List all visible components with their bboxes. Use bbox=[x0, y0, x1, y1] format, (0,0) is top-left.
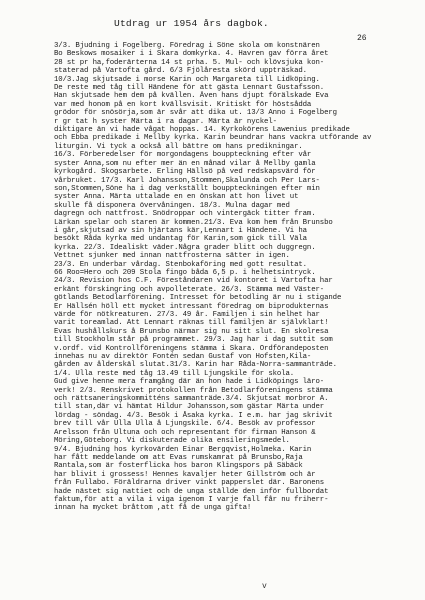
diary-line: Bo Beskows mosaiker i i Skara domkyrka. 4. Havren gav förra året bbox=[54, 50, 329, 59]
diary-line: skulle få disponera övervåningen. 18/3. Mulna dagar med bbox=[54, 201, 290, 210]
document-heading: Utdrag ur 1954 års dagbok. bbox=[114, 18, 269, 29]
diary-line: 28 st pr ha,foderärterna 14 st prha. 5. Mul- och klövsjuka kon- bbox=[54, 58, 325, 67]
diary-line: 66 Roo=Hero och 209 Stola fingo båda 6,5 p. i helhetsintryck. bbox=[54, 268, 316, 277]
diary-line: Rantala,som är fosterflicka hos baron Klingspors på Säbäck bbox=[54, 462, 303, 471]
diary-line: 16/3. Förberedelser för morgondagens bouppteckning efter vår bbox=[54, 151, 312, 160]
diary-line: v.ordf. vid Kontrollföreningens stämma i Skara. Ordförandeposten bbox=[54, 344, 329, 353]
diary-line: verk! 2/3. Renskrivet protokollen från Betodlarföreningens stämma bbox=[54, 386, 333, 395]
diary-line: kyrka. 22/3. Idealiskt väder.Några grader blitt och duggregn. bbox=[54, 243, 316, 252]
diary-line: 3/3. Bjudning i Fogelberg. Föredrag i Söne skola om konstnären bbox=[54, 42, 320, 50]
diary-line: 10/3.Jag skjutsade i morse Karin och Margareta till Lidköping. bbox=[54, 75, 320, 84]
diary-line: och rättsaneringskommitténs sammanträde.3/4. Skjutsat morbror A. bbox=[54, 395, 329, 404]
diary-line: liturgin. Vi tyck a också all bättre om hans predikningar. bbox=[54, 142, 303, 151]
diary-line: staterad på Vartofta gård. 6/3 Fjölåresta skörd uppträskad. bbox=[54, 67, 307, 76]
diary-line: 24/3. Revision hos C.F. Föreståndaren vid kontoret i Vartofta har bbox=[54, 277, 333, 286]
diary-line: har blivit i grossess! Hennes kavaljer heter Gillström och är bbox=[54, 470, 316, 479]
diary-line: grödor för snösörja,som är svår att dika ut. 13/3 Anno i Fogelberg bbox=[54, 109, 337, 118]
diary-line: Vettnet sjunker med innan nattfrosterna sätter in igen. bbox=[54, 252, 290, 261]
diary-line: 9/4. Bjudning hos kyrkovärden Einar Bergqvist,Holmeka. Karin bbox=[54, 445, 312, 454]
diary-line: gården av ålderskäl slutat.31/3. Karin har Råda-Norra-sammanträde. bbox=[54, 361, 337, 370]
diary-body-text bbox=[54, 42, 400, 513]
diary-line: Möring,Göteborg. Vi diskuterade olika ensileringsmedel. bbox=[54, 437, 290, 446]
diary-line: son,Stommen,Söne ha i dag verkställt bouppteckningen efter min bbox=[54, 184, 320, 193]
diary-line: besökt Råda kyrka med undantag för Karin,som gick till Väla bbox=[54, 235, 307, 244]
diary-line: varit toreamlad. Att Lennart räknas till familjen är självklart! bbox=[54, 319, 329, 328]
diary-line: Gud give henne mera framgång där än hon hade i Lidköpings läro- bbox=[54, 378, 325, 387]
diary-line: har fått meddelande om att Evas rumskamrat på Brunsbo,Raja bbox=[54, 453, 303, 462]
diary-line: till stan,där vi hämtat Hildur Johansson,som gästar Märta under bbox=[54, 403, 325, 412]
diary-line: brev till vår Ulla Ulla å Ljungskile. 6/4. Besök av professor bbox=[54, 420, 316, 429]
diary-line: De reste med tåg till Händene för att gästa Lennart Gustafsson. bbox=[54, 84, 325, 93]
diary-line: lördag - söndag. 4/3. Besök i Åsaka kyrka. I e.m. har jag skrivit bbox=[54, 411, 333, 420]
diary-line: 23/3. En underbar vårdag. Stenbokaföring med gott resultat. bbox=[54, 260, 307, 269]
diary-line: värde för nötkreaturen. 27/3. 49 år. Familjen i sin helhet har bbox=[54, 311, 320, 319]
diary-line: erkänt förskingring och avpolleterate. 26/3. Stämma med Väster- bbox=[54, 285, 325, 294]
diary-line: Er Hällsén höll ett mycket intressant föredrag om biprodukternas bbox=[54, 302, 329, 311]
diary-line: Evas hushållskurs å Brunsbo närmar sig nu sitt slut. En skolresa bbox=[54, 327, 329, 336]
diary-line: Arelsson från Ultuna och och representant för firman Hanson & bbox=[54, 428, 316, 437]
diary-line: till Stockholm står på programmet. 29/3. Jag har i dag suttit som bbox=[54, 336, 333, 345]
diary-line: innehas nu av direktör Fontén sedan Gustaf von Hofsten,Kila- bbox=[54, 353, 312, 362]
diary-line: hade nästet sig nattiet och de unga ställde den inför fullbordat bbox=[54, 487, 329, 496]
diary-line: 1/4. Ulla reste med tåg 13.49 till Ljungskile för skola. bbox=[54, 369, 295, 378]
diary-line: götlands Betodlarförening. Intresset för betodling är nu i stigande bbox=[54, 294, 342, 303]
diary-line: dagregn och nattfrost. Snödroppar och vintergäck titter fram. bbox=[54, 210, 316, 219]
diary-line: r gr tat h syster Märta i ra dagar. Märta är nyckel- bbox=[54, 117, 277, 126]
footer-mark: v bbox=[262, 582, 267, 591]
diary-line: Lärkan spelar och staren är kommen.21/3. Eva kom hem från Brunsbo bbox=[54, 218, 333, 227]
diary-line: och Ebba predikade i Mellby kyrka. Karin beundrar hans vackra utförande av bbox=[54, 134, 372, 143]
diary-line: syster Anna. Märta uttalade en en önskan att hon livet ut bbox=[54, 193, 299, 202]
diary-line: från Fullabo. Föräldrarna driver vinkt papperslet där. Baronens bbox=[54, 479, 325, 488]
diary-line: innan ha mycket bråttom ,att få de unga gifta! bbox=[54, 504, 252, 513]
diary-line: i går,skjutsad av sin hjärtans kär,Lennart i Händene. Vi ha bbox=[54, 226, 307, 235]
diary-line: vårbruket. 17/3. Karl Johansson,Stommen,Skalunda och Per Lars- bbox=[54, 176, 320, 185]
diary-line: syster Anna,som nu efter mer än en månad vilar å Mellby gamla bbox=[54, 159, 316, 168]
diary-line: kyrkogård. Skogsarbete. Erling Hällsö på ved redskapsvärd för bbox=[54, 168, 316, 177]
diary-line: diktigare än vi hade vågat hoppas. 14. Kyrkokörens Lawenius predikade bbox=[54, 126, 350, 135]
diary-line: Han skjutsade hem dem på kvällen. Även hans djupt förälskade Eva bbox=[54, 92, 329, 101]
page-number: 26 bbox=[357, 34, 367, 43]
diary-line: faktum,för att a vila i viga igenom I varje fall får nu friherr- bbox=[54, 495, 329, 504]
diary-line: var med honom på en kort kvällsvisit. Kritiskt för höstsådda bbox=[54, 100, 312, 109]
